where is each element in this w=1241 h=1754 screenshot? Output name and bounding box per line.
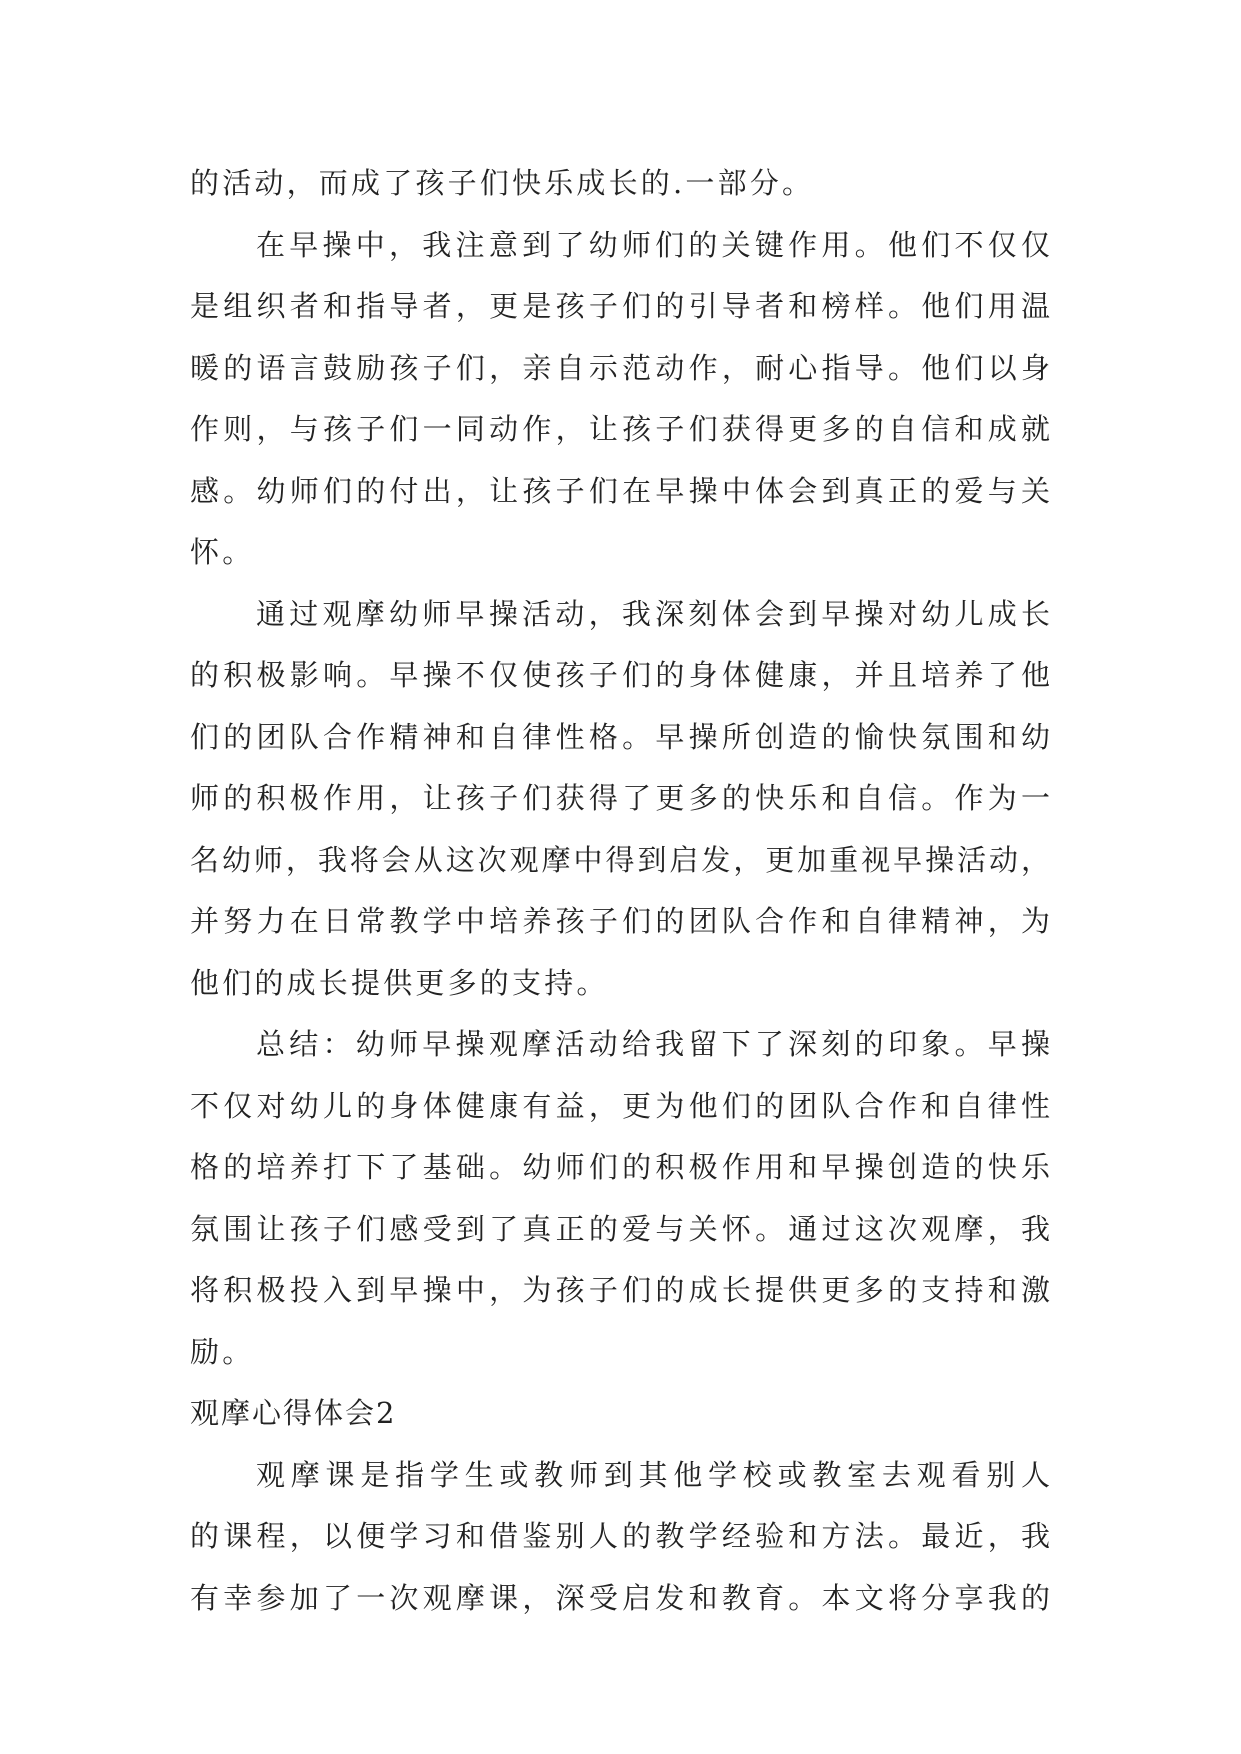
- paragraph: [190, 584, 1050, 1015]
- text-line: 的活动，而成了孩子们快乐成长的.一部分。: [190, 166, 815, 200]
- text-line: 有幸参加了一次观摩课，深受启发和教育。本文将分享我的: [190, 1580, 1050, 1615]
- paragraph: [190, 215, 1050, 584]
- text-line: 通过观摩幼师早操活动，我深刻体会到早操对幼儿成长: [256, 596, 1050, 631]
- text-line: 总结：幼师早操观摩活动给我留下了深刻的印象。早操: [256, 1027, 1050, 1061]
- text-line: 的课程，以便学习和借鉴别人的教学经验和方法。最近，我: [190, 1519, 1050, 1553]
- text-line: 作则，与孩子们一同动作，让孩子们获得更多的自信和成就: [190, 412, 1050, 446]
- paragraph-continuation: [190, 153, 1050, 215]
- text-line: 励。: [190, 1334, 255, 1369]
- text-line: 氛围让孩子们感受到了真正的爱与关怀。通过这次观摩，我: [190, 1211, 1050, 1246]
- text-line: 在早操中，我注意到了幼师们的关键作用。他们不仅仅: [256, 227, 1050, 262]
- text-line: 暖的语言鼓励孩子们，亲自示范动作，耐心指导。他们以身: [190, 350, 1050, 385]
- paragraph: [190, 1014, 1050, 1383]
- document-page: [190, 153, 1050, 1629]
- text-line: 观摩课是指学生或教师到其他学校或教室去观看别人: [256, 1457, 1050, 1492]
- text-line: 名幼师，我将会从这次观摩中得到启发，更加重视早操活动，: [190, 842, 1050, 877]
- text-line: 们的团队合作精神和自律性格。早操所创造的愉快氛围和幼: [190, 719, 1050, 754]
- text-line: 怀。: [190, 535, 255, 569]
- text-line: 感。幼师们的付出，让孩子们在早操中体会到真正的爱与关: [190, 473, 1050, 508]
- paragraph: [190, 1445, 1050, 1630]
- text-line: 不仅对幼儿的身体健康有益，更为他们的团队合作和自律性: [190, 1088, 1050, 1123]
- text-line: 他们的成长提供更多的支持。: [190, 965, 609, 1000]
- text-line: 的积极影响。早操不仅使孩子们的身体健康，并且培养了他: [190, 658, 1050, 692]
- text-line: 格的培养打下了基础。幼师们的积极作用和早操创造的快乐: [190, 1150, 1050, 1184]
- text-line: 是组织者和指导者，更是孩子们的引导者和榜样。他们用温: [190, 289, 1050, 323]
- text-line: 师的积极作用，让孩子们获得了更多的快乐和自信。作为一: [190, 781, 1050, 815]
- text-line: 并努力在日常教学中培养孩子们的团队合作和自律精神，为: [190, 904, 1050, 938]
- section-heading: [190, 1383, 1050, 1445]
- text-line: 将积极投入到早操中，为孩子们的成长提供更多的支持和激: [190, 1273, 1050, 1307]
- heading-text: 观摩心得体会2: [190, 1396, 397, 1430]
